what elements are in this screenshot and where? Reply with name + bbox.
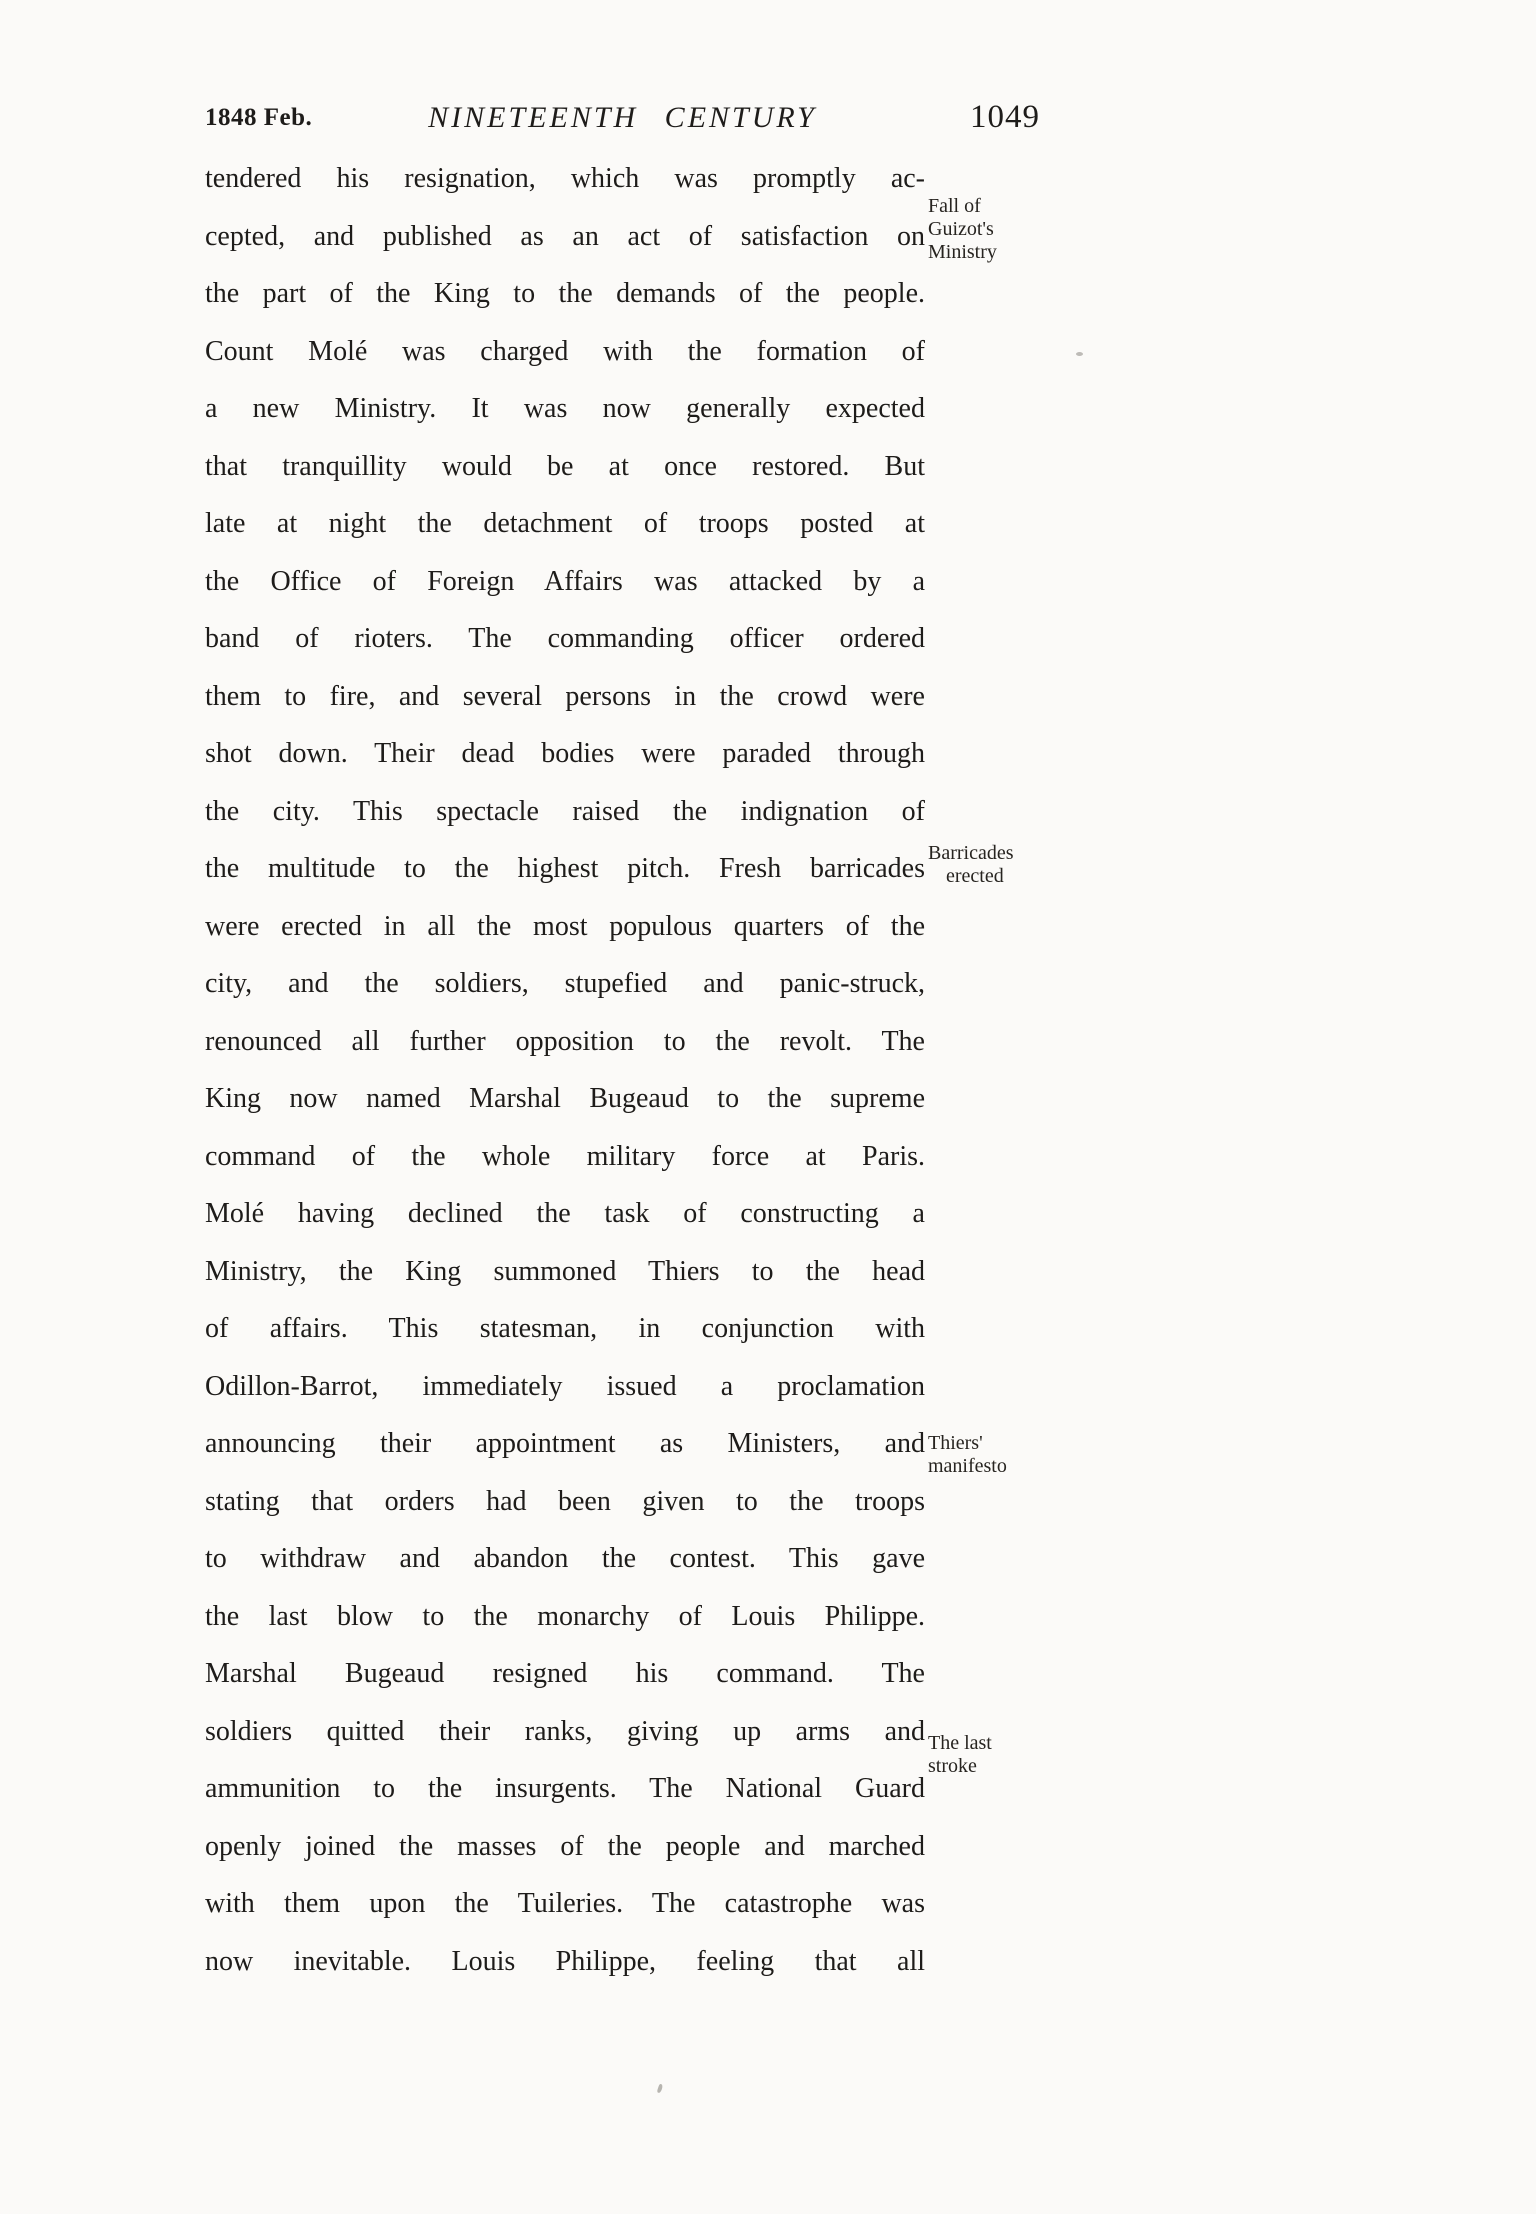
- margin-note-line: manifesto: [928, 1455, 1007, 1477]
- body-line: Ministry, the King summoned Thiers to the head: [205, 1255, 925, 1287]
- body-line: with them upon the Tuileries. The catastrophe was: [205, 1888, 925, 1919]
- body-line: a new Ministry. It was now generally expected: [205, 393, 925, 424]
- body-line: the part of the King to the demands of the people.: [205, 278, 925, 309]
- body-line: now inevitable. Louis Philippe, feeling that all: [205, 1945, 925, 1977]
- body-line: Count Molé was charged with the formation of: [205, 335, 925, 367]
- body-line: the multitude to the highest pitch. Fresh barricades: [205, 853, 925, 884]
- body-line: city, and the soldiers, stupefied and panic-struck,: [205, 968, 925, 999]
- body-line: command of the whole military force at Paris.: [205, 1140, 925, 1172]
- body-line: tendered his resignation, which was promptly ac-: [205, 163, 925, 194]
- body-line: Odillon-Barrot, immediately issued a proclamation: [205, 1370, 925, 1402]
- body-line: openly joined the masses of the people and marched: [205, 1830, 925, 1862]
- margin-note-thiers-manifesto: [928, 1432, 1078, 1478]
- margin-note-line: Fall of: [928, 195, 981, 217]
- body-line: ammunition to the insurgents. The National Guard: [205, 1773, 925, 1804]
- body-line: to withdraw and abandon the contest. This gave: [205, 1543, 925, 1574]
- body-line: Molé having declined the task of constructing a: [205, 1198, 925, 1229]
- body-line: shot down. Their dead bodies were paraded through: [205, 738, 925, 769]
- margin-note-line: Ministry: [928, 241, 997, 263]
- body-line: of affairs. This statesman, in conjunction with: [205, 1313, 925, 1344]
- body-line: announcing their appointment as Ministers, and: [205, 1428, 925, 1459]
- margin-note-last-stroke: [928, 1732, 1078, 1778]
- body-line: Marshal Bugeaud resigned his command. The: [205, 1658, 925, 1689]
- scan-artifact: [1076, 352, 1083, 356]
- margin-note-line: Guizot's: [928, 218, 994, 240]
- margin-note-line: erected: [946, 865, 1004, 887]
- body-line: the Office of Foreign Affairs was attacked by a: [205, 565, 925, 597]
- body-line: cepted, and published as an act of satisfaction on: [205, 220, 925, 252]
- scan-artifact: [657, 2084, 664, 2094]
- body-line: the last blow to the monarchy of Louis Philippe.: [205, 1600, 925, 1632]
- margin-note-line: Barricades: [928, 842, 1014, 864]
- body-text-block: [205, 150, 1014, 1990]
- body-line: stating that orders had been given to the troops: [205, 1485, 925, 1517]
- body-line: that tranquillity would be at once restored. But: [205, 450, 925, 482]
- body-line: late at night the detachment of troops posted at: [205, 508, 925, 539]
- margin-note-line: stroke: [928, 1755, 977, 1777]
- header-running-title: NINETEENTH CENTURY: [428, 101, 817, 134]
- body-line: King now named Marshal Bugeaud to the supreme: [205, 1083, 925, 1114]
- margin-note-guizot-ministry: [928, 195, 1078, 264]
- margin-note-line: The last: [928, 1732, 992, 1754]
- body-line: renounced all further opposition to the revolt. The: [205, 1025, 925, 1057]
- margin-note-line: Thiers': [928, 1432, 983, 1454]
- header-page-number: 1049: [970, 99, 1040, 135]
- body-line: them to fire, and several persons in the crowd were: [205, 680, 925, 712]
- page-header: [205, 94, 1040, 136]
- body-line: band of rioters. The commanding officer ordered: [205, 623, 925, 654]
- body-line: soldiers quitted their ranks, giving up arms and: [205, 1715, 925, 1747]
- body-line: were erected in all the most populous quarters of the: [205, 910, 925, 942]
- margin-note-barricades: [928, 842, 1078, 888]
- body-line: the city. This spectacle raised the indignation of: [205, 795, 925, 827]
- header-date: 1848 Feb.: [205, 104, 313, 131]
